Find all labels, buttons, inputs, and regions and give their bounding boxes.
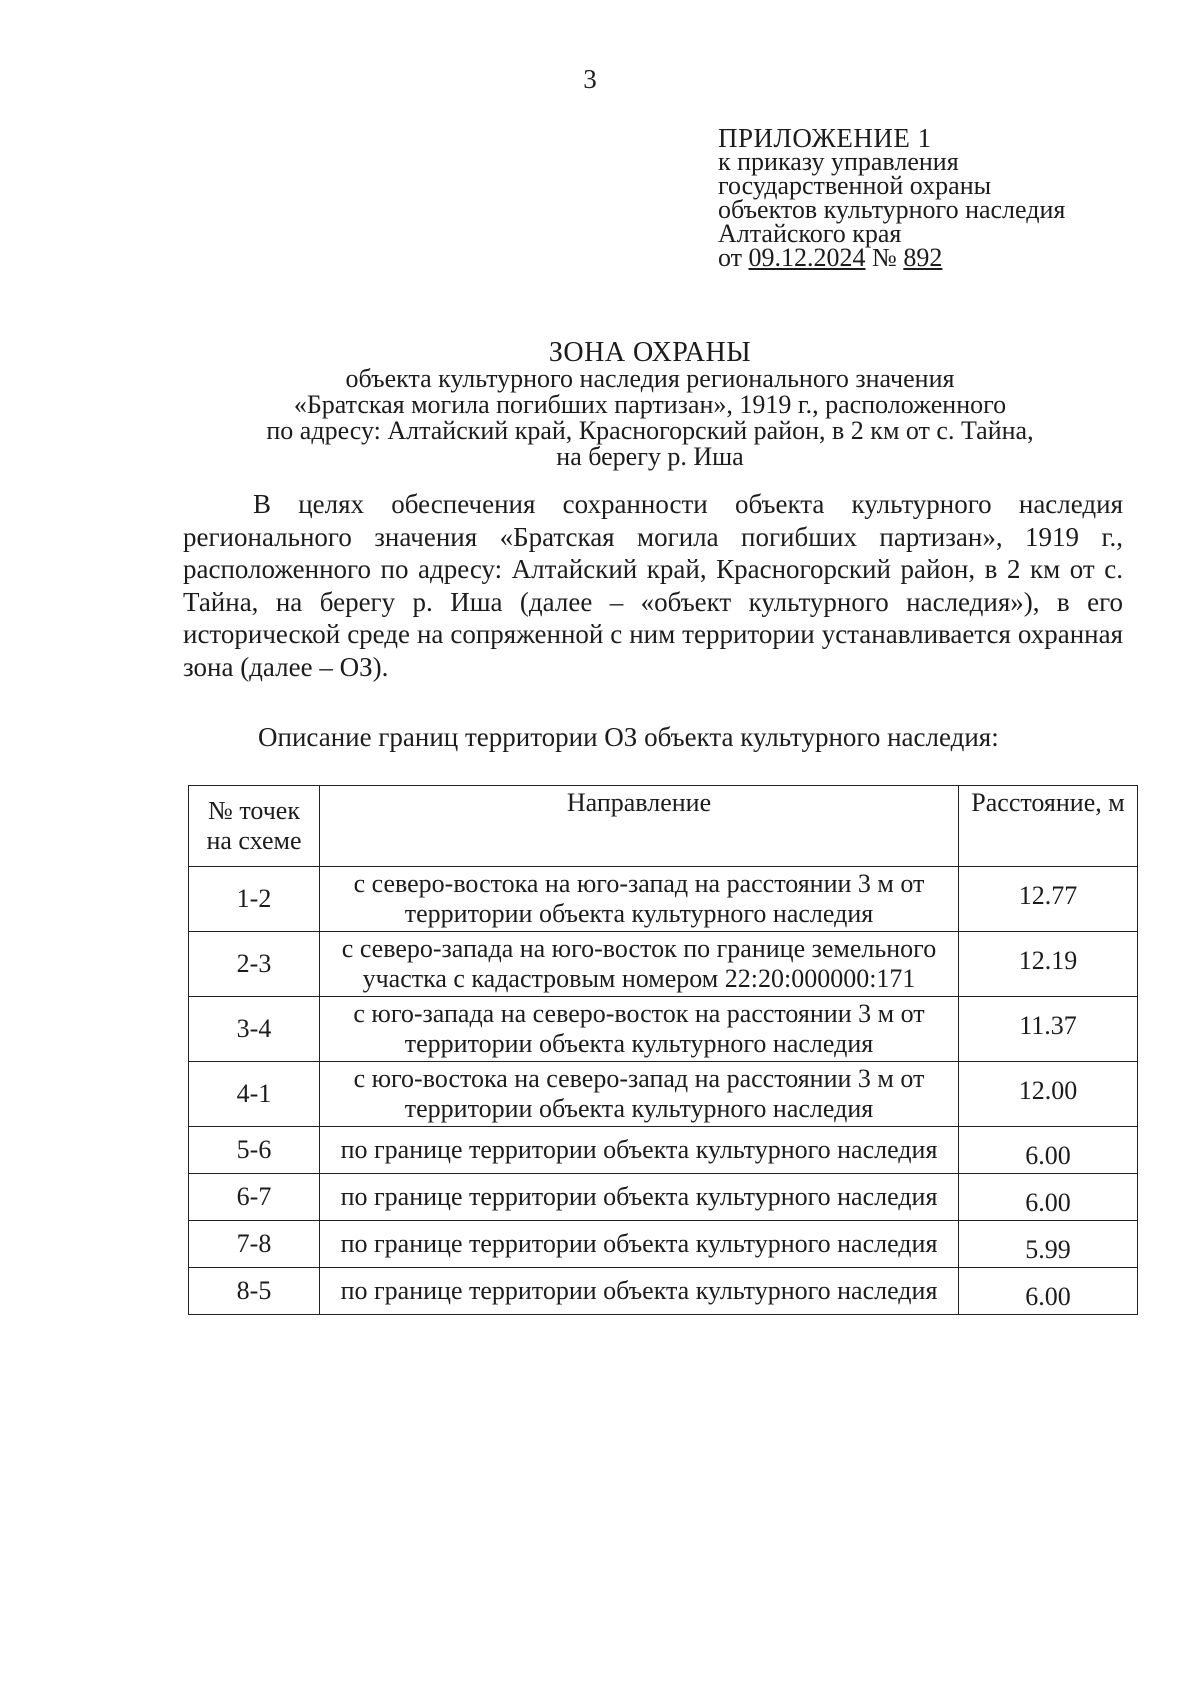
zone-title-line: объекта культурного наследия регионального значения xyxy=(345,364,955,393)
table-caption: Описание границ территории ОЗ объекта культурного наследия: xyxy=(258,722,999,752)
table-row xyxy=(189,1062,1138,1127)
cell-points: 3-4 xyxy=(189,997,320,1062)
body-paragraph: В целях обеспечения сохранности объекта культурного наследия регионального значения «Братская могила погибших партизан», 1919 г., расположенного по адресу: Алтайский край, Красногорский район, в 2 км от с. Тайна, на берегу р. Иша (далее – «объект культурного наследия»), в его исторической среде на сопряженной с ним территории устанавливается охранная зона (далее – ОЗ). xyxy=(183,489,1123,682)
cell-distance: 12.19 xyxy=(959,932,1138,997)
cell-direction: с северо-запада на юго-восток по границе земельного участка с кадастровым номером 22:20:000000:171 xyxy=(320,932,959,997)
boundaries-table xyxy=(188,785,1138,1315)
table-row xyxy=(189,997,1138,1062)
cell-distance: 12.77 xyxy=(959,867,1138,932)
cell-direction: с северо-востока на юго-запад на расстоянии 3 м от территории объекта культурного наследия xyxy=(320,867,959,932)
header-distance: Расстояние, м xyxy=(959,786,1138,867)
cell-direction: по границе территории объекта культурного наследия xyxy=(320,1221,959,1268)
cell-distance: 6.00 xyxy=(959,1268,1138,1315)
table-row xyxy=(189,1174,1138,1221)
cell-points: 7-8 xyxy=(189,1221,320,1268)
page-number: 3 xyxy=(583,64,597,94)
cell-distance: 11.37 xyxy=(959,997,1138,1062)
cell-direction: по границе территории объекта культурного наследия xyxy=(320,1268,959,1315)
appendix-block xyxy=(718,123,1158,272)
cell-distance: 12.00 xyxy=(959,1062,1138,1127)
appendix-heading: ПРИЛОЖЕНИЕ 1 xyxy=(718,123,932,153)
cell-distance: 5.99 xyxy=(959,1221,1138,1268)
zone-title-line: на берегу р. Иша xyxy=(556,442,744,471)
header-direction: Направление xyxy=(320,786,959,867)
order-number: 892 xyxy=(903,243,943,272)
cell-direction: по границе территории объекта культурного наследия xyxy=(320,1127,959,1174)
cell-distance: 6.00 xyxy=(959,1174,1138,1221)
table-header-row xyxy=(189,786,1138,867)
cell-distance: 6.00 xyxy=(959,1127,1138,1174)
cell-direction: с юго-востока на северо-запад на расстоянии 3 м от территории объекта культурного наследия xyxy=(320,1062,959,1127)
appendix-line: к приказу управления xyxy=(718,147,959,176)
zone-title-line: по адресу: Алтайский край, Красногорский район, в 2 км от с. Тайна, xyxy=(266,416,1034,445)
zone-title-line: «Братская могила погибших партизан», 1919 г., расположенного xyxy=(293,390,1007,419)
cell-points: 2-3 xyxy=(189,932,320,997)
zone-title xyxy=(150,337,1150,471)
cell-direction: по границе территории объекта культурного наследия xyxy=(320,1174,959,1221)
cell-points: 8-5 xyxy=(189,1268,320,1315)
table-row xyxy=(189,1221,1138,1268)
date-prefix: от xyxy=(718,243,743,272)
appendix-date-line xyxy=(718,243,1158,272)
table-row xyxy=(189,867,1138,932)
number-sign: № xyxy=(872,243,897,272)
cell-points: 6-7 xyxy=(189,1174,320,1221)
cell-points: 5-6 xyxy=(189,1127,320,1174)
cell-points: 1-2 xyxy=(189,867,320,932)
order-date: 09.12.2024 xyxy=(748,243,866,272)
header-points: № точек на схеме xyxy=(189,786,320,867)
appendix-line: государственной охраны xyxy=(718,171,992,200)
table-row xyxy=(189,932,1138,997)
zone-title-main: ЗОНА ОХРАНЫ xyxy=(548,337,752,368)
cell-direction: с юго-запада на северо-восток на расстоянии 3 м от территории объекта культурного наследия xyxy=(320,997,959,1062)
table-row xyxy=(189,1268,1138,1315)
table-row xyxy=(189,1127,1138,1174)
appendix-line: Алтайского края xyxy=(718,219,902,248)
cell-points: 4-1 xyxy=(189,1062,320,1127)
appendix-line: объектов культурного наследия xyxy=(718,195,1066,224)
